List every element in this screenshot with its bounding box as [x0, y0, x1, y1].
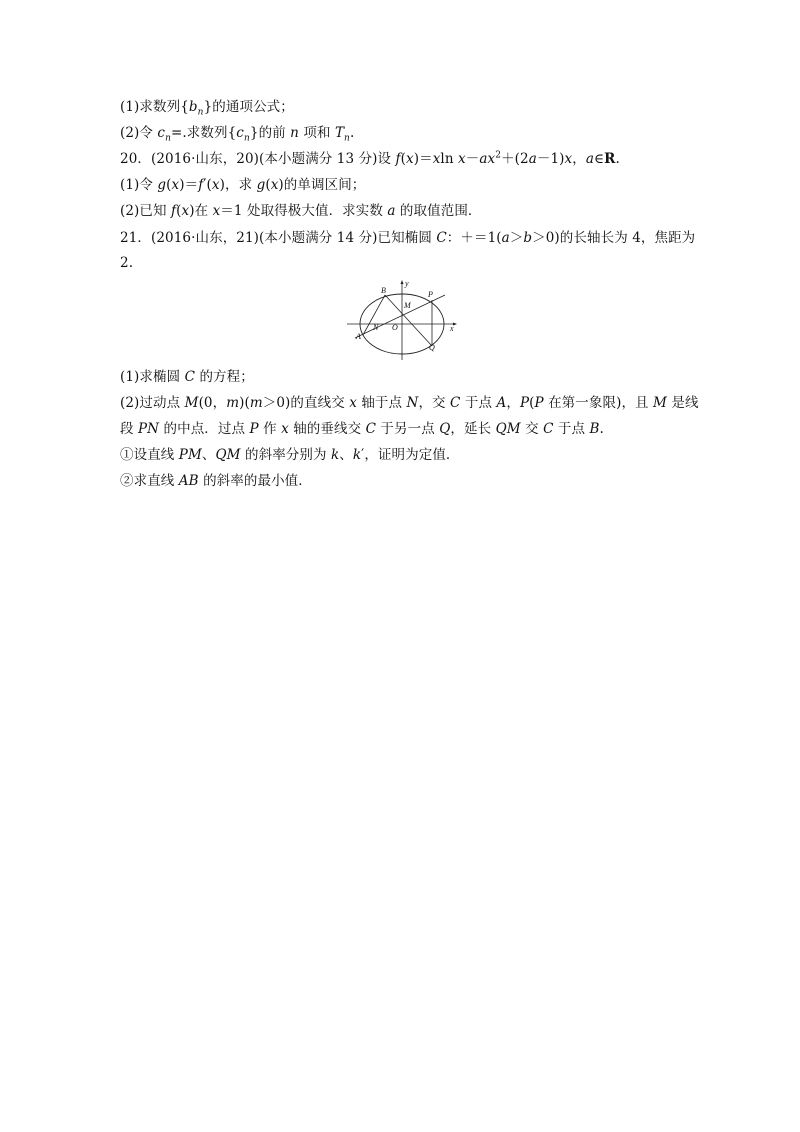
line-ap — [355, 295, 445, 338]
label-q: Q — [429, 343, 435, 352]
y-axis-arrow — [401, 280, 404, 284]
label-p: P — [428, 290, 433, 299]
problem-20-header: 20．(2016·山东，20)(本小题满分 13 分)设 f(x)＝xln $x-ax^2+(2a-1)x$，a∈R. — [120, 150, 620, 167]
text-line-12: ②求直线 AB 的斜率的最小值． — [120, 473, 312, 489]
text-line-1: (1)求数列$\{b_n\}$的通项公式； — [120, 99, 294, 118]
text-line-9: (2)过动点 M(0，m)(m＞0)的直线交 x 轴于点 N，交 C 于点 A，P(P 在第一象限)，且 M 是线 — [120, 395, 699, 411]
label-b: B — [381, 286, 386, 295]
label-o: O — [392, 323, 398, 332]
text-line-8: (1)求椭圆 C 的方程； — [120, 369, 254, 385]
label-x: x — [450, 324, 454, 333]
label-m: M — [404, 301, 411, 310]
text-line-2: (2)令 $c_n=$.求数列$\{c_n\}$的前 n 项和 $T_n$. — [120, 125, 355, 144]
text-line-7: 2. — [120, 255, 134, 271]
text-line-4: (1)令 g(x)＝f′(x)，求 g(x)的单调区间； — [120, 177, 366, 193]
problem-21-header: 21．(2016·山东，21)(本小题满分 14 分)已知椭圆 C：＋＝1(a＞b＞0)的长轴长为 4，焦距为 — [120, 230, 696, 246]
label-n: N — [373, 323, 379, 332]
label-a: A — [356, 332, 361, 341]
ellipse-figure — [345, 278, 460, 360]
label-y: y — [405, 279, 409, 288]
text-line-11: ①设直线 PM、QM 的斜率分别为 k、k′，证明为定值． — [120, 447, 460, 463]
text-line-5: (2)已知 f(x)在 x＝1 处取得极大值．求实数 a 的取值范围． — [120, 203, 482, 219]
text-line-10: 段 PN 的中点．过点 P 作 x 轴的垂线交 C 于另一点 Q，延长 QM 交 C 于点 B. — [120, 421, 604, 437]
x-axis-arrow — [453, 323, 457, 326]
